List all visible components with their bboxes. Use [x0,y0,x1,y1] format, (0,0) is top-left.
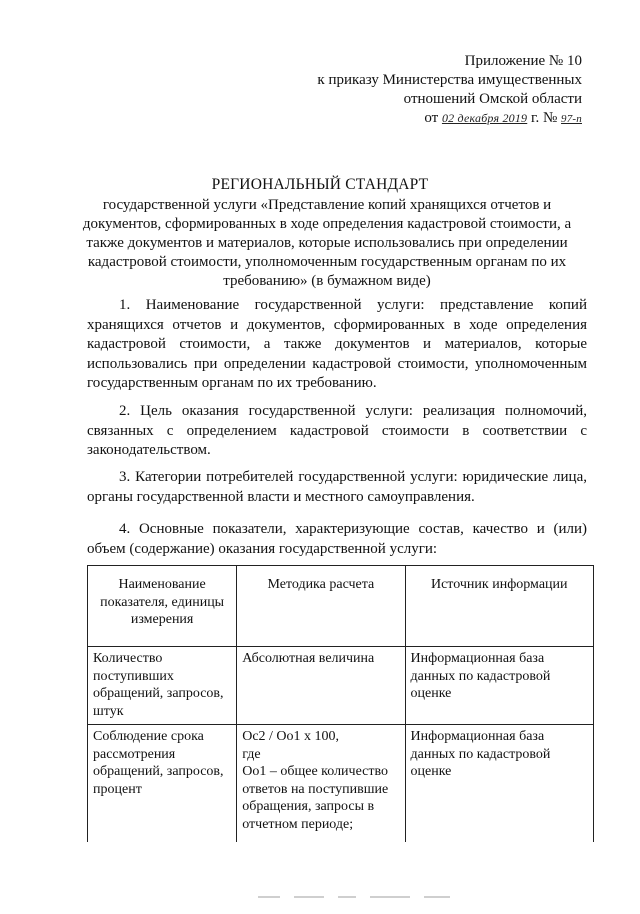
table-header-row [88,566,594,647]
ministry-name: отношений Омской области [403,91,582,107]
table-cell: Количество поступивших обращений, запросов, штук [88,647,237,725]
section-2-text: 2. Цель оказания государственной услуги: реализация полномочий, связанных с определением кадастровой стоимости в соответствии с законодательством. [87,403,587,458]
section-2 [87,402,587,461]
table-cell: Абсолютная величина [237,647,405,725]
date-prefix: от [424,110,439,126]
section-4-text: 4. Основные показатели, характеризующие состав, качество и (или) объем (содержание) оказания государственной услуги: [87,521,587,557]
section-3-text: 3. Категории потребителей государственной услуги: юридические лица, органы государственной власти и местного самоуправления. [87,469,587,505]
document-title: РЕГИОНАЛЬНЫЙ СТАНДАРТ [211,176,429,193]
handwritten-date: 02 декабря 2019 [441,111,528,125]
table-cell: Информационная база данных по кадастровой оценке [405,647,593,725]
appendix-number: Приложение № 10 [464,53,582,69]
table-cell: Ос2 / Оо1 х 100, где Оо1 – общее количество ответов на поступившие обращения, запросы в отчетном периоде; [237,725,405,843]
table-cell: Соблюдение срока рассмотрения обращений, запросов, процент [88,725,237,843]
table-header-cell: Источник информации [405,566,593,647]
table-row [88,647,594,725]
section-4 [87,520,587,559]
section-1-text: 1. Наименование государственной услуги: представление копий хранящихся отчетов и документов, сформированных в ходе определения кадастровой стоимости, а также документов и материалов, которые использовались при определении кадастровой стоимости, уполномоченным государственным органам по их требованию. [87,297,587,391]
section-1 [87,296,587,394]
order-date-line [317,109,582,129]
table-header-cell: Методика расчета [237,566,405,647]
table-row [88,725,594,843]
date-suffix: г. № [531,110,558,126]
indicators-table [87,565,594,842]
scan-artifact-marks [258,896,488,900]
order-reference: к приказу Министерства имущественных [317,72,582,88]
table-header-cell: Наименование показателя, единицы измерения [88,566,237,647]
appendix-header [317,52,582,129]
handwritten-order-number: 97-п [561,113,582,125]
table-cell: Информационная база данных по кадастровой оценке [405,725,593,843]
document-subtitle: государственной услуги «Представление копий хранящихся отчетов и документов, сформированных в ходе определения кадастровой стоимости, а также документов и материалов, которые использовались при определении кадастровой стоимости, уполномоченным государственным органам по их требованию» (в бумажном виде) [82,197,572,289]
section-3 [87,468,587,507]
